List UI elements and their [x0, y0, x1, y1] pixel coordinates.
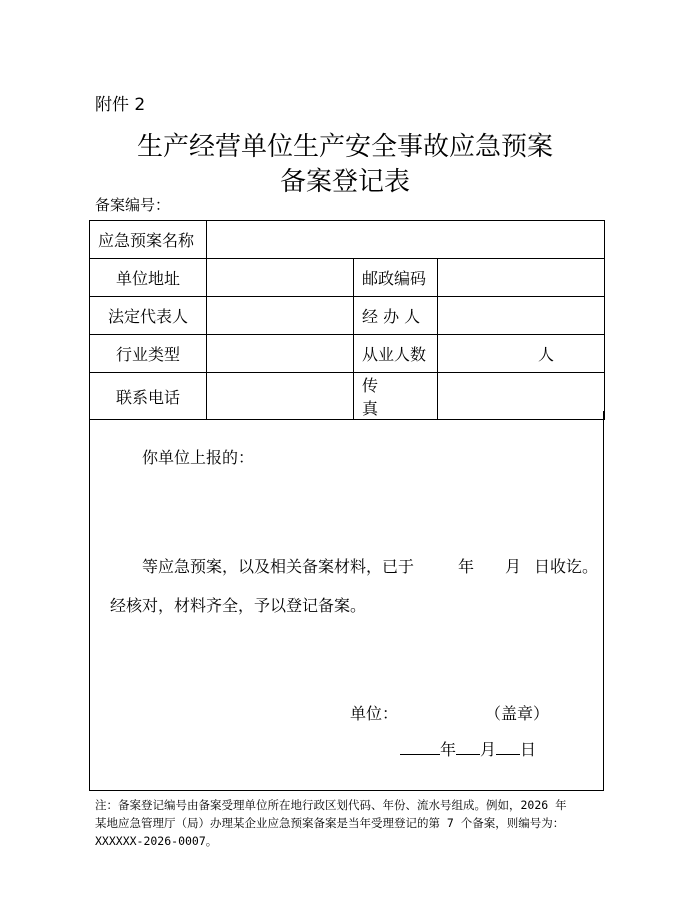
notice-received-day: 日收讫。: [534, 557, 599, 576]
notice-greeting: 你单位上报的：: [142, 448, 255, 467]
phone-label: 联系电话: [90, 373, 207, 420]
notice-received-month: 月: [505, 557, 522, 576]
plan-name-field[interactable]: [207, 221, 605, 259]
employees-unit: 人: [538, 345, 555, 364]
filing-number-label: 备案编号：: [95, 196, 171, 214]
employees-field[interactable]: [438, 335, 605, 373]
table-row: [90, 335, 605, 373]
signing-unit-label: 单位：: [350, 704, 399, 723]
form-title-line-1: 生产经营单位生产安全事故应急预案: [136, 132, 553, 162]
plan-name-label: 应急预案名称: [90, 221, 207, 259]
handler-field[interactable]: [438, 297, 605, 335]
footnote-line-2: 某地应急管理厅（局）办理某企业应急预案备案是当年受理登记的第 7 个备案，则编号为：: [95, 816, 565, 830]
signing-date-year: 年: [440, 740, 457, 759]
handler-label: 经 办 人: [354, 297, 438, 335]
table-row: [90, 297, 605, 335]
form-title-line-2: 备案登记表: [279, 167, 410, 197]
industry-field[interactable]: [207, 335, 354, 373]
attachment-label: 附件 2: [95, 95, 146, 115]
notice-received-year: 年: [458, 557, 475, 576]
employees-label: 从业人数: [354, 335, 438, 373]
footnote: [95, 796, 615, 850]
signing-date-month: 月: [480, 740, 497, 759]
footnote-line-3: XXXXXX-2026-0007。: [95, 834, 218, 848]
registration-table: [89, 220, 605, 420]
industry-label: 行业类型: [90, 335, 207, 373]
table-row: [90, 221, 605, 259]
legal-rep-label: 法定代表人: [90, 297, 207, 335]
footnote-line-1: 注：备案登记编号由备案受理单位所在地行政区划代码、年份、流水号组成。例如，2026 年: [95, 798, 567, 812]
fax-label: 传 真: [354, 373, 438, 420]
seal-label: （盖章）: [485, 704, 550, 723]
filing-notice-box: [89, 411, 604, 791]
address-label: 单位地址: [90, 259, 207, 297]
legal-rep-field[interactable]: [207, 297, 354, 335]
postcode-label: 邮政编码: [354, 259, 438, 297]
notice-received-text: 等应急预案，以及相关备案材料，已于: [142, 557, 415, 576]
postcode-field[interactable]: [438, 259, 605, 297]
address-field[interactable]: [207, 259, 354, 297]
notice-verified-text: 经核对，材料齐全，予以登记备案。: [110, 596, 367, 615]
signing-date-day: 日: [520, 740, 537, 759]
signing-date: [400, 737, 536, 760]
table-row: [90, 259, 605, 297]
